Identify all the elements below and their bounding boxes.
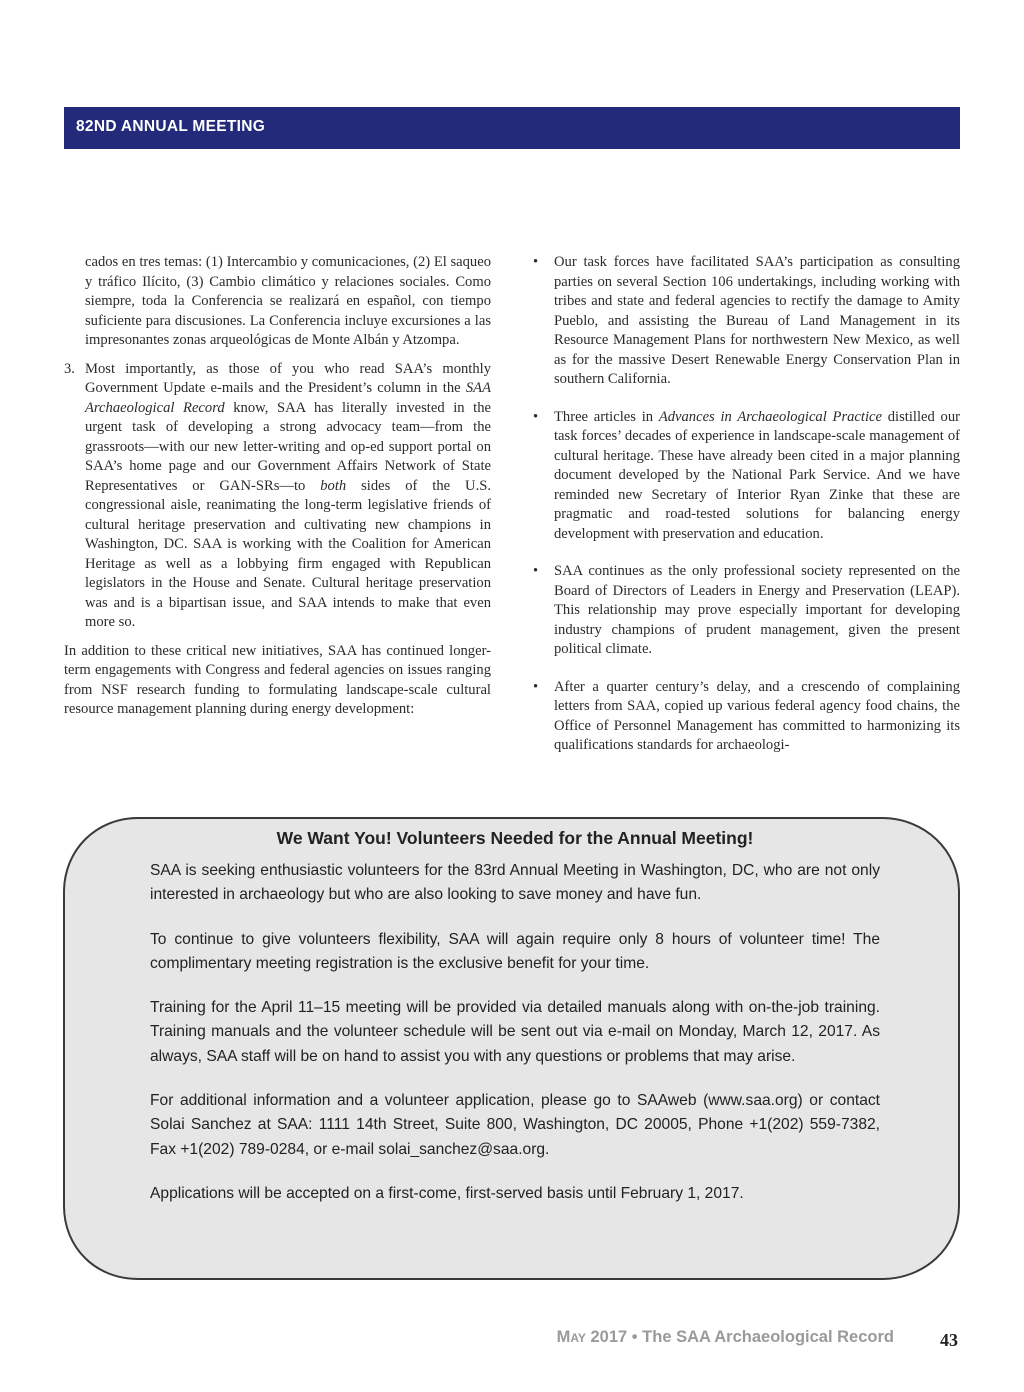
callout-paragraph: For additional information and a volunteer application, please go to SAAweb (www.saa.org) or contact Solai Sanchez at SAA: 1111 14th Street, Suite 800, Washington, DC 20005, Phone +1(202) 559-7382, Fax +1(202) 789-0284, or e-mail solai_sanchez@saa.org. xyxy=(150,1092,880,1158)
bullet-dot-icon: • xyxy=(533,408,539,425)
bullet-item xyxy=(533,253,960,390)
section-header-title: 82ND ANNUAL MEETING xyxy=(76,118,266,135)
closing-paragraph: In addition to these critical new initiatives, SAA has continued longer-term engagements with Congress and federal agencies on issues ranging from NSF research funding to formulating landscape-scale cultural resource management planning during energy development: xyxy=(64,642,491,717)
callout-paragraph: SAA is seeking enthusiastic volunteers for the 83rd Annual Meeting in Washington, DC, who are not only interested in archaeology but who are also looking to save money and have fun. xyxy=(150,862,880,904)
bullet-item xyxy=(533,678,960,756)
bullet-text: Three articles in xyxy=(554,408,659,425)
numbered-item-3 xyxy=(64,360,491,633)
journal-title-italic: Advances in Archaeological Practice xyxy=(658,408,882,425)
bullet-dot-icon: • xyxy=(533,254,539,270)
spanish-continuation-paragraph: cados en tres temas: (1) Intercambio y comunicaciones, (2) El saqueo y tráfico Ilícito, (3) Cambio climático y relaciones sociales. Como siempre, toda la Conferencia se realizará en español, con tiempo suficiente para discusiones. La Conferencia incluye excursiones a las impresonantes zonas arqueológicas de Monte Albán y Atzompa. xyxy=(85,254,491,348)
footer-year: 2017 • xyxy=(585,1328,643,1346)
page-number: 43 xyxy=(940,1330,958,1350)
callout-paragraph: Training for the April 11–15 meeting will be provided via detailed manuals along with on-the-job training. Training manuals and the volunteer schedule will be sent out via e-mail on Monday, March 12, 2017. As always, SAA staff will be on hand to assist you with any questions or problems that may arise. xyxy=(150,999,880,1065)
bullet-item xyxy=(533,408,960,545)
item-3-italic-title: SAA Archaeological Record xyxy=(85,380,491,416)
item-3-text-a: Most importantly, as those of you who read SAA’s monthly Government Update e-mails and the President’s column in the xyxy=(85,360,491,396)
item-3-text-b: know, SAA has literally invested in the urgent task of developing a strong advocacy team—from the grassroots—with our new letter-writing and op-ed support portal on SAA’s home page and our Government Affairs Network of State Representatives or GAN-SRs—to xyxy=(85,399,491,494)
bullet-text: After a quarter century’s delay, and a crescendo of complaining letters from SAA, copied up various federal agency food chains, the Office of Personnel Management has committed to harmonizing its qualifications standards for archaeologi- xyxy=(554,678,960,753)
bullet-dot-icon: • xyxy=(533,563,539,579)
right-column xyxy=(533,253,960,774)
page-footer xyxy=(556,1327,960,1351)
left-column xyxy=(64,253,491,720)
item-number: 3. xyxy=(64,360,75,377)
footer-month: May xyxy=(556,1328,586,1346)
item-3-italic-both: both xyxy=(320,477,347,494)
bullet-text: Our task forces have facilitated SAA’s participation as consulting parties on several Section 106 undertakings, including working with tribes and state and federal agencies to rectify the damage to Amity Pueblo, and assisting the Bureau of Land Management in its Resource Management Plans for northwestern New Mexico, as well as for the massive Desert Renewable Energy Conservation Plan in southern California. xyxy=(554,254,960,387)
callout-paragraph: Applications will be accepted on a first-come, first-served basis until February 1, 2017. xyxy=(150,1184,744,1202)
footer-journal-name: The SAA Archaeological Record xyxy=(642,1328,894,1346)
bullet-dot-icon: • xyxy=(533,678,539,695)
section-header-bar xyxy=(64,107,960,149)
item-3-text-c: sides of the U.S. congressional aisle, reanimating the long-term legislative friends of cultural heritage preservation and cultivating new champions in Washington, DC. SAA is working with the Coalition for American Heritage as well as a lobbying firm engaged with Republican legislators in the House and Senate. Cultural heritage preservation was and is a bipartisan issue, and SAA intends to make that even more so. xyxy=(85,477,491,630)
bullet-text: distilled our task forces’ decades of experience in landscape-scale management of cultural heritage. These have already been cited in a major planning document developed by the National Park Service. And we have reminded new Secretary of Interior Ryan Zinke that these are pragmatic and road-tested solutions for balancing energy development with preservation and education. xyxy=(554,408,960,542)
volunteer-callout xyxy=(150,825,880,1226)
footer-journal-line xyxy=(557,1328,894,1347)
bullet-item xyxy=(533,562,960,660)
callout-title: We Want You! Volunteers Needed for the Annual Meeting! xyxy=(276,828,754,848)
callout-paragraph: To continue to give volunteers flexibility, SAA will again require only 8 hours of volunteer time! The complimentary meeting registration is the exclusive benefit for your time. xyxy=(150,930,880,972)
bullet-text: SAA continues as the only professional society represented on the Board of Directors of Leaders in Energy and Preservation (LEAP). This relationship may prove especially important for developing industry champions of prudent management, given the present political climate. xyxy=(554,563,960,657)
